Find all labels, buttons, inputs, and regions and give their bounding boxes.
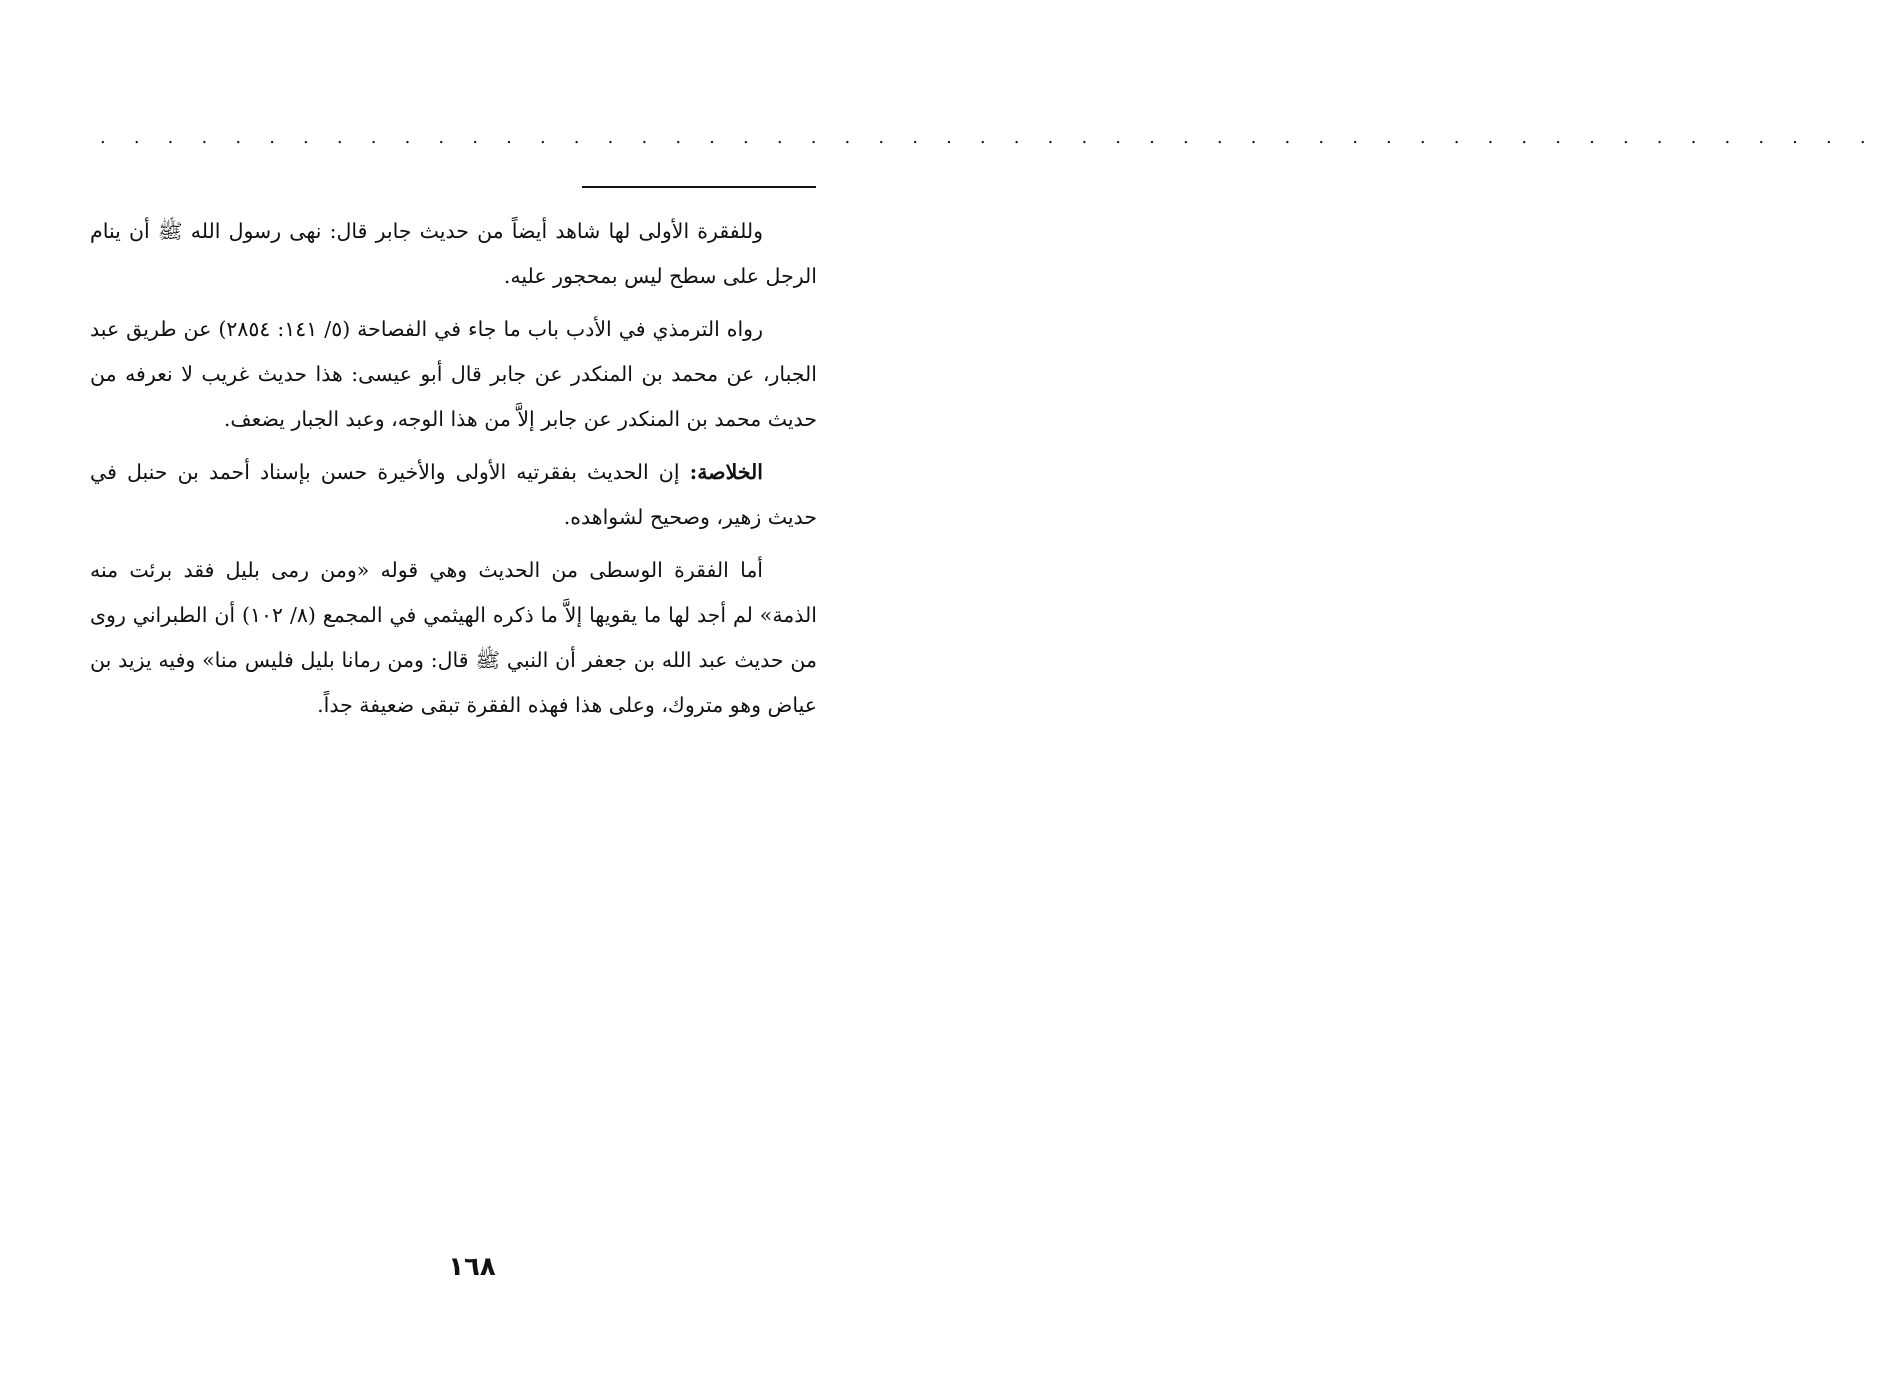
paragraph-4: أما الفقرة الوسطى من الحديث وهي قوله «ومن رمى بليل فقد برئت منه الذمة» لم أجد لها ما يقويها إلاَّ ما ذكره الهيثمي في المجمع (٨/ ١٠٢) أن الطبراني روى من حديث عبد الله بن جعفر أن النبي ﷺ قال: ومن رمانا بليل فليس منا» وفيه يزيد بن عياض وهو متروك، وعلى هذا فهذه الفقرة تبقى ضعيفة جداً. xyxy=(90,558,817,717)
footnote-body xyxy=(90,209,817,736)
dotted-separator: . . . . . . . . . . . . . . . . . . . . . . . . . . . . . . . . . . . . . . . . . . . . . . . . . . . . . xyxy=(100,127,1877,148)
footnote-rule xyxy=(582,186,816,188)
paragraph-2: رواه الترمذي في الأدب باب ما جاء في الفصاحة (٥/ ١٤١: ٢٨٥٤) عن طريق عبد الجبار، عن محمد بن المنكدر عن جابر قال أبو عيسى: هذا حديث غريب لا نعرفه من حديث محمد بن المنكدر عن جابر إلاَّ من هذا الوجه، وعبد الجبار يضعف. xyxy=(90,317,817,431)
page-number: ١٦٨ xyxy=(448,1252,496,1282)
conclusion-label: الخلاصة: xyxy=(689,460,763,484)
conclusion-text: إن الحديث بفقرتيه الأولى والأخيرة حسن بإسناد أحمد بن حنبل في حديث زهير، وصحيح لشواهده. xyxy=(90,460,817,529)
paragraph-conclusion xyxy=(90,450,817,540)
paragraph-1: وللفقرة الأولى لها شاهد أيضاً من حديث جابر قال: نهى رسول الله ﷺ أن ينام الرجل على سطح ليس بمحجور عليه. xyxy=(90,219,817,288)
